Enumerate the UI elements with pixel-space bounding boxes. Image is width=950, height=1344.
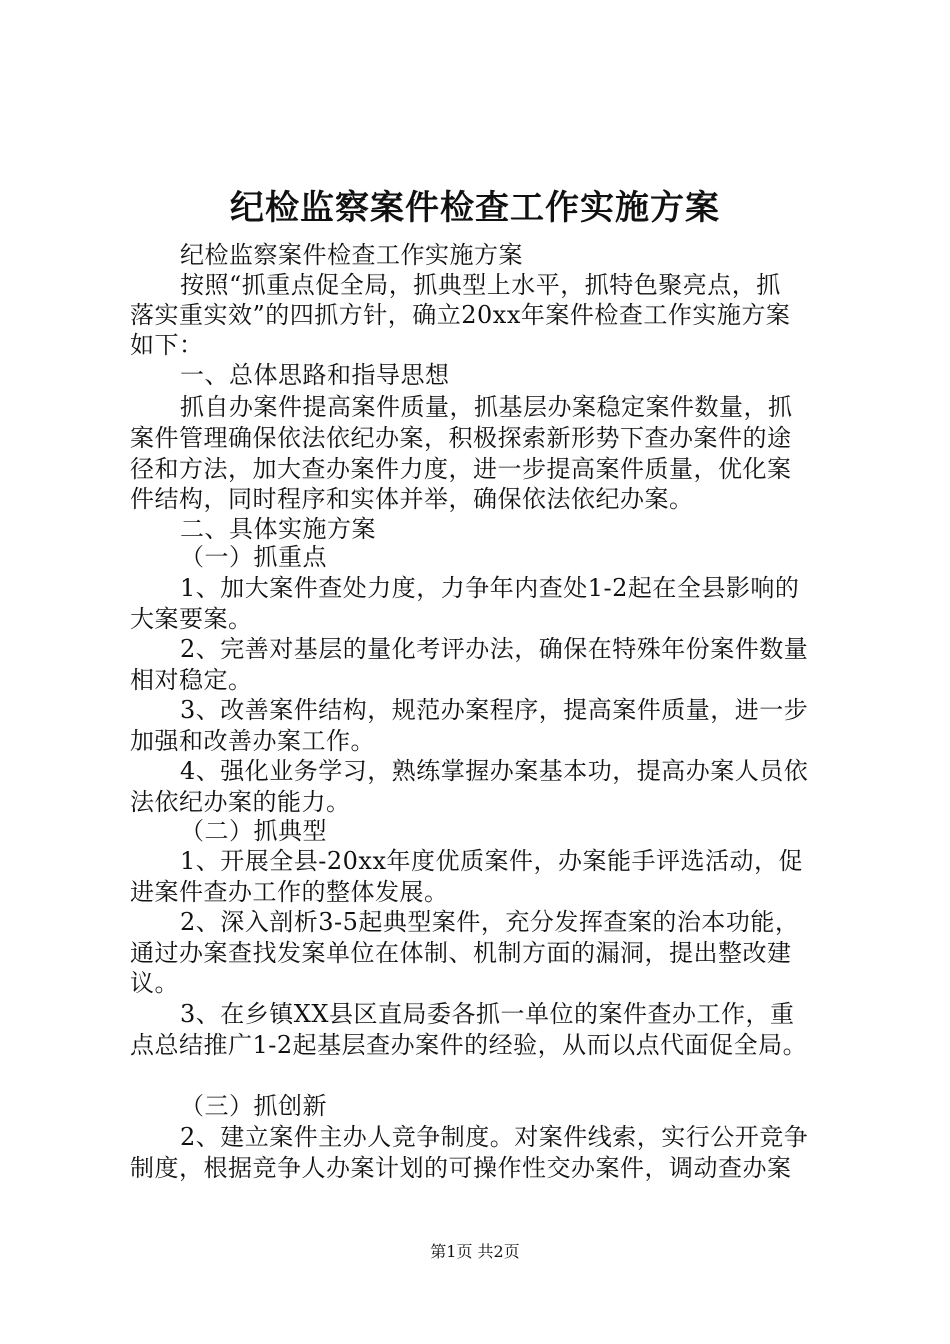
paragraph-line: 1、开展全县-20xx年度优质案件，办案能手评选活动，促 [180,847,803,875]
paragraph-line: 按照“抓重点促全局，抓典型上水平，抓特色聚亮点，抓 [180,271,781,299]
subtitle-line: 纪检监察案件检查工作实施方案 [180,241,523,269]
paragraph-line: 案件管理确保依法依纪办案，积极探索新形势下查办案件的途 [130,424,792,452]
paragraph-line: 议。 [130,969,179,997]
paragraph-line: 件结构，同时程序和实体并举，确保依法依纪办案。 [130,485,694,513]
paragraph-line: 径和方法，加大查办案件力度，进一步提高案件质量，优化案 [130,455,792,483]
page-number-footer: 第1页 共2页 [430,1242,520,1261]
section-heading: 一、总体思路和指导思想 [180,361,450,389]
paragraph-line: 3、在乡镇XX县区直局委各抓一单位的案件查办工作，重 [180,1000,795,1028]
paragraph-line: 1、加大案件查处力度，力争年内查处1-2起在全县影响的 [180,574,800,602]
paragraph-line: 点总结推广1-2起基层查办案件的经验，从而以点代面促全局。 [130,1031,808,1059]
paragraph-line: 制度，根据竞争人办案计划的可操作性交办案件，调动查办案 [130,1154,792,1182]
paragraph-line: 相对稳定。 [130,666,253,694]
paragraph-line: 大案要案。 [130,605,253,633]
paragraph-line: 抓自办案件提高案件质量，抓基层办案稳定案件数量，抓 [180,393,793,421]
subsection-heading: （二）抓典型 [180,817,327,845]
paragraph-line: 2、深入剖析3-5起典型案件，充分发挥查案的治本功能， [180,908,800,936]
document-title: 纪检监察案件检查工作实施方案 [230,188,720,228]
section-heading: 二、具体实施方案 [180,515,376,543]
paragraph-line: 如下： [130,331,204,359]
paragraph-line: 进案件查办工作的整体发展。 [130,878,449,906]
paragraph-line: 3、改善案件结构，规范办案程序，提高案件质量，进一步 [180,696,809,724]
subsection-heading: （一）抓重点 [180,543,327,571]
paragraph-line: 加强和改善办案工作。 [130,727,375,755]
paragraph-line: 4、强化业务学习，熟练掌握办案基本功，提高办案人员依 [180,757,809,785]
subsection-heading: （三）抓创新 [180,1092,327,1120]
paragraph-line: 落实重实效”的四抓方针，确立20xx年案件检查工作实施方案 [130,301,791,329]
paragraph-line: 2、建立案件主办人竞争制度。对案件线索，实行公开竞争 [180,1123,809,1151]
paragraph-line: 2、完善对基层的量化考评办法，确保在特殊年份案件数量 [180,635,809,663]
paragraph-line: 通过办案查找发案单位在体制、机制方面的漏洞，提出整改建 [130,939,792,967]
paragraph-line: 法依纪办案的能力。 [130,788,351,816]
